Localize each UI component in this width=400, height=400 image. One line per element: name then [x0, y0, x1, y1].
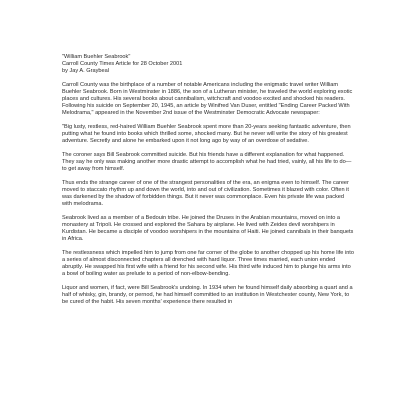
paragraph-intro: Carroll County was the birthplace of a number of notable Americans including the enigmatic travel writer William Buehler Seabrook. Born in Westminster in 1886, the son of a Lutheran minister, he traveled the world exploring exotic places and cultures. His several books about cannibalism, witchcraft and voodoo excited and shocked his readers. Following his suicide on September 20, 1945, an article by Winifred Van Duser, entitled "Ending Career Packed With Melodrama," appeared in the November 2nd issue of the Westminster Democratic Advocate newspaper:	[62, 81, 353, 117]
paragraph-career: Thus ends the strange career of one of the strangest personalities of the era, an enigma even to himself. The career moved to staccato rhythm up and down the world, into and out of civilization. Sometimes it blazed with color. Often it was darkened by the shadow of forbidden things. But it never was commonplace. Even his private life was packed with melodrama.	[62, 179, 349, 207]
document-title: "William Buehler Seabrook"	[62, 54, 131, 60]
paragraph-coroner: The coroner says Bill Seabrook committed suicide. But his friends have a different explanation for what happened. They say he only was making another more drastic attempt to accomplish what he had tried, vainly, all his life to do—to get away from himself.	[62, 151, 352, 172]
paragraph-restlessness: The restlessness which impelled him to jump from one far corner of the globe to another chopped up his home life into a series of almost disconnected chapters all drenched with hard liquor. Three times married, each union ended abruptly. He swapped his first wife with a friend for his second wife. His third wife induced him to plunge his arms into a bowl of boiling water as prelude to a period of non-elbow-bending.	[62, 249, 354, 277]
document-byline: by Jay A. Graybeal	[62, 68, 109, 75]
paragraph-travels: Seabrook lived as a member of a Bedouin tribe. He joined the Druses in the Arabian mountains, moved on into a monastery at Tripoli. He crossed and explored the Sahara by airplane. He lived with Zeides devil worshipers in Kurdistan. He became a disciple of voodoo worshipers in the mountains of Haiti. He joined cannibals in their banquets in Africa.	[62, 214, 354, 242]
document-source: Carroll County Times Article for 28 October 2001	[62, 61, 183, 68]
paragraph-liquor: Liquor and women, if fact, were Bill Seabrook's undoing. In 1934 when he found himself daily absorbing a quart and a half of whisky, gin, brandy, or pernod, he had himself committed to an institution in Westchester county, New York, to be cured of the habit. His seven months' experience there resulted in	[62, 284, 353, 305]
paragraph-quote-opening: "Big lusty, restless, red-haired William Buehler Seabrook spent more than 20-years seeking fantastic adventure, then putting what he found into books which thrilled some, shocked many. But he never will write the story of his greatest adventure. Secretly and alone he embarked upon it not long ago by way of an overdose of sedative.	[62, 123, 351, 145]
document-body	[62, 54, 354, 312]
header-spacer	[62, 75, 354, 82]
